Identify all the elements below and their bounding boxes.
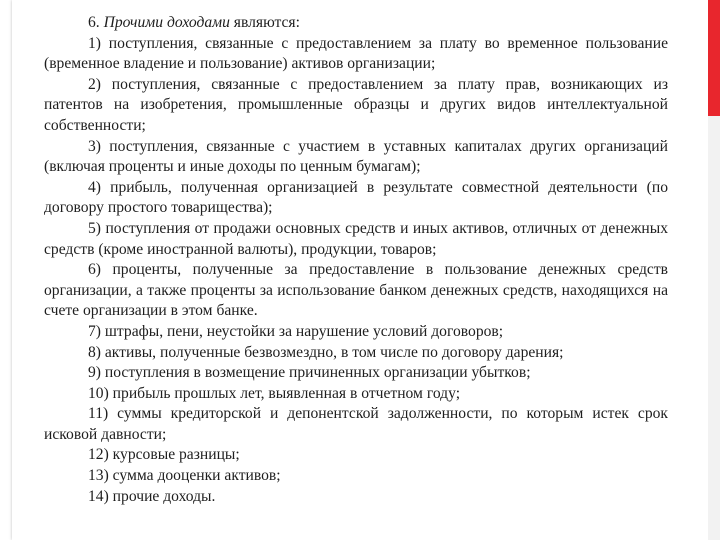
list-item-12: 12) курсовые разницы; [88,446,240,464]
list-item-6: 6) проценты, полученные за предоставление в пользование денежных средств организации, а также проценты за использование банком денежных средств, находящихся на счете организации в этом банке. [44,261,668,320]
list-item-11: 11) суммы кредиторской и депонентской задолженности, по которым истек срок исковой давности; [44,405,668,443]
list-item-13: 13) сумма дооценки активов; [88,467,281,485]
list-item-2: 2) поступления, связанные с предоставлением за плату прав, возникающих из патентов на изобретения, промышленные образцы и других видов интеллектуальной собственности; [44,75,668,134]
slide-title [44,13,668,34]
title-number: 6. [88,14,100,31]
slide-content [44,13,668,507]
list-item-9: 9) поступления в возмещение причиненных организации убытков; [88,364,531,382]
title-tail: являются: [233,14,300,31]
list-item-7: 7) штрафы, пени, неустойки за нарушение условий договоров; [88,322,504,340]
red-accent-bar [708,0,720,116]
list-item-5: 5) поступления от продажи основных средств и иных активов, отличных от денежных средств (кроме иностранной валюты), продукции, товаров; [44,219,668,258]
list-item-3: 3) поступления, связанные с участием в уставных капиталах других организаций (включая проценты и иные доходы по ценным бумагам); [44,137,668,176]
list-item-4: 4) прибыль, полученная организацией в результате совместной деятельности (по договору простого товарищества); [44,178,668,217]
list-item-14: 14) прочие доходы. [88,487,216,505]
list-item-1: 1) поступления, связанные с предоставлением за плату во временное пользование (временное владение и пользование) активов организации; [44,34,668,73]
title-italic: Прочими доходами [103,14,230,31]
list-item-10: 10) прибыль прошлых лет, выявленная в отчетном году; [88,384,461,402]
gray-side-strip [708,116,720,540]
list-item-8: 8) активы, полученные безвозмездно, в том числе по договору дарения; [88,343,564,361]
